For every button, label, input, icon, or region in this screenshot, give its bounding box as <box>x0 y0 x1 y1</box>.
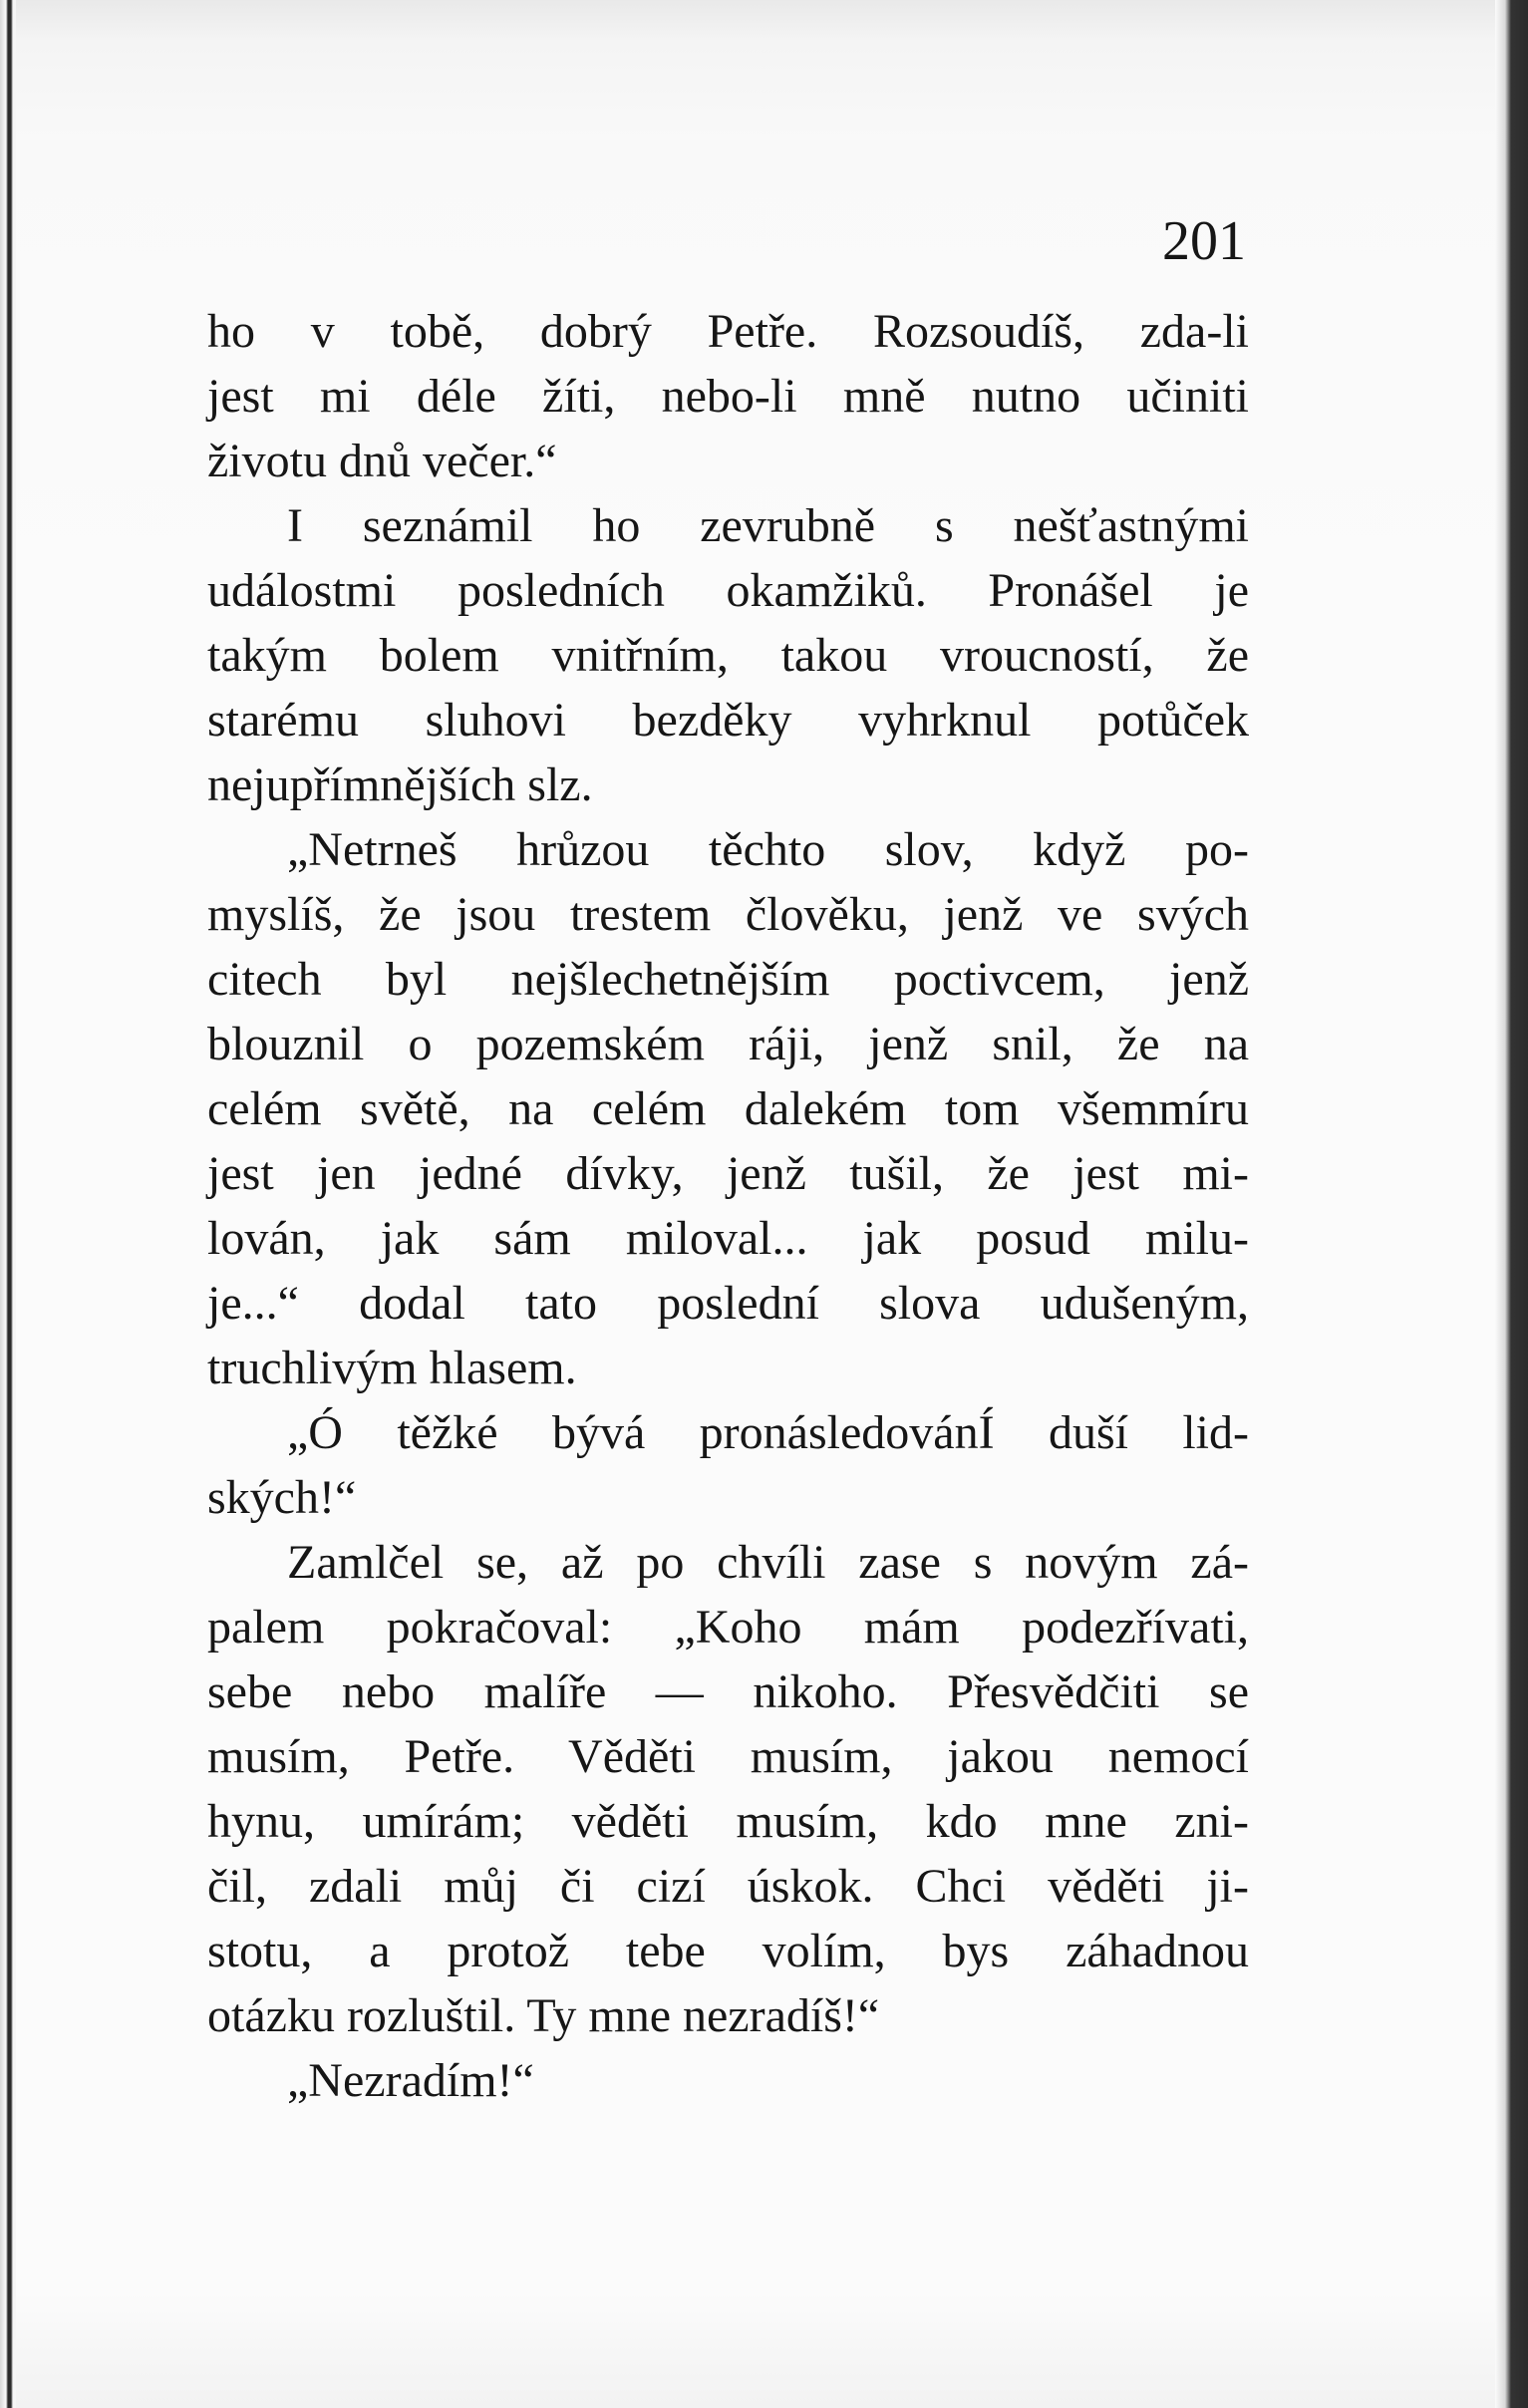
text-line: ho v tobě, dobrý Petře. Rozsoudíš, zda-li <box>207 305 1249 358</box>
text-line: otázku rozluštil. Ty mne nezradíš!“ <box>207 1989 880 2042</box>
text-line: musím, Petře. Věděti musím, jakou nemocí <box>207 1730 1249 1783</box>
text-line: jest jen jedné dívky, jenž tušil, že jest mi- <box>207 1147 1249 1200</box>
text-line: ských!“ <box>207 1471 357 1524</box>
text-line: „Nezradím!“ <box>287 2054 534 2107</box>
text-line: hynu, umírám; věděti musím, kdo mne zni- <box>207 1795 1249 1848</box>
text-line: životu dnů večer.“ <box>207 435 557 487</box>
text-line: „Netrneš hrůzou těchto slov, když po- <box>287 823 1249 876</box>
text-line: stotu, a protož tebe volím, bys záhadnou <box>207 1925 1249 1977</box>
page-right-edge <box>1495 0 1528 2408</box>
text-line: myslíš, že jsou trestem člověku, jenž ve svých <box>207 888 1249 941</box>
text-line: nejupřímnějších slz. <box>207 758 593 811</box>
page-number: 201 <box>1162 210 1246 272</box>
page-left-edge <box>0 0 16 2408</box>
text-line: sebe nebo malíře — nikoho. Přesvědčiti se <box>207 1665 1249 1718</box>
text-line: čil, zdali můj či cizí úskok. Chci věděti ji- <box>207 1860 1249 1913</box>
text-line: citech byl nejšlechetnějším poctivcem, jenž <box>207 953 1249 1006</box>
text-line: lován, jak sám miloval... jak posud milu- <box>207 1212 1249 1265</box>
text-line: blouznil o pozemském ráji, jenž snil, že na <box>207 1018 1249 1070</box>
text-line: jest mi déle žíti, nebo-li mně nutno učiniti <box>207 370 1249 423</box>
text-line: starému sluhovi bezděky vyhrknul potůček <box>207 694 1249 747</box>
text-line: je...“ dodal tato poslední slova udušeným, <box>207 1277 1249 1330</box>
text-line: I seznámil ho zevrubně s nešťastnými <box>287 499 1249 552</box>
text-line: Zamlčel se, až po chvíli zase s novým zá- <box>287 1536 1249 1589</box>
text-line: událostmi posledních okamžiků. Pronášel je <box>207 564 1249 617</box>
text-line: celém světě, na celém dalekém tom všemmíru <box>207 1082 1249 1135</box>
text-line: palem pokračoval: „Koho mám podezřívati, <box>207 1601 1249 1654</box>
text-line: truchlivým hlasem. <box>207 1342 577 1394</box>
text-line: „Ó těžké bývá pronásledovánÍ duší lid- <box>287 1406 1249 1459</box>
body-text <box>207 299 1249 2113</box>
text-line: takým bolem vnitřním, takou vroucností, že <box>207 629 1249 682</box>
